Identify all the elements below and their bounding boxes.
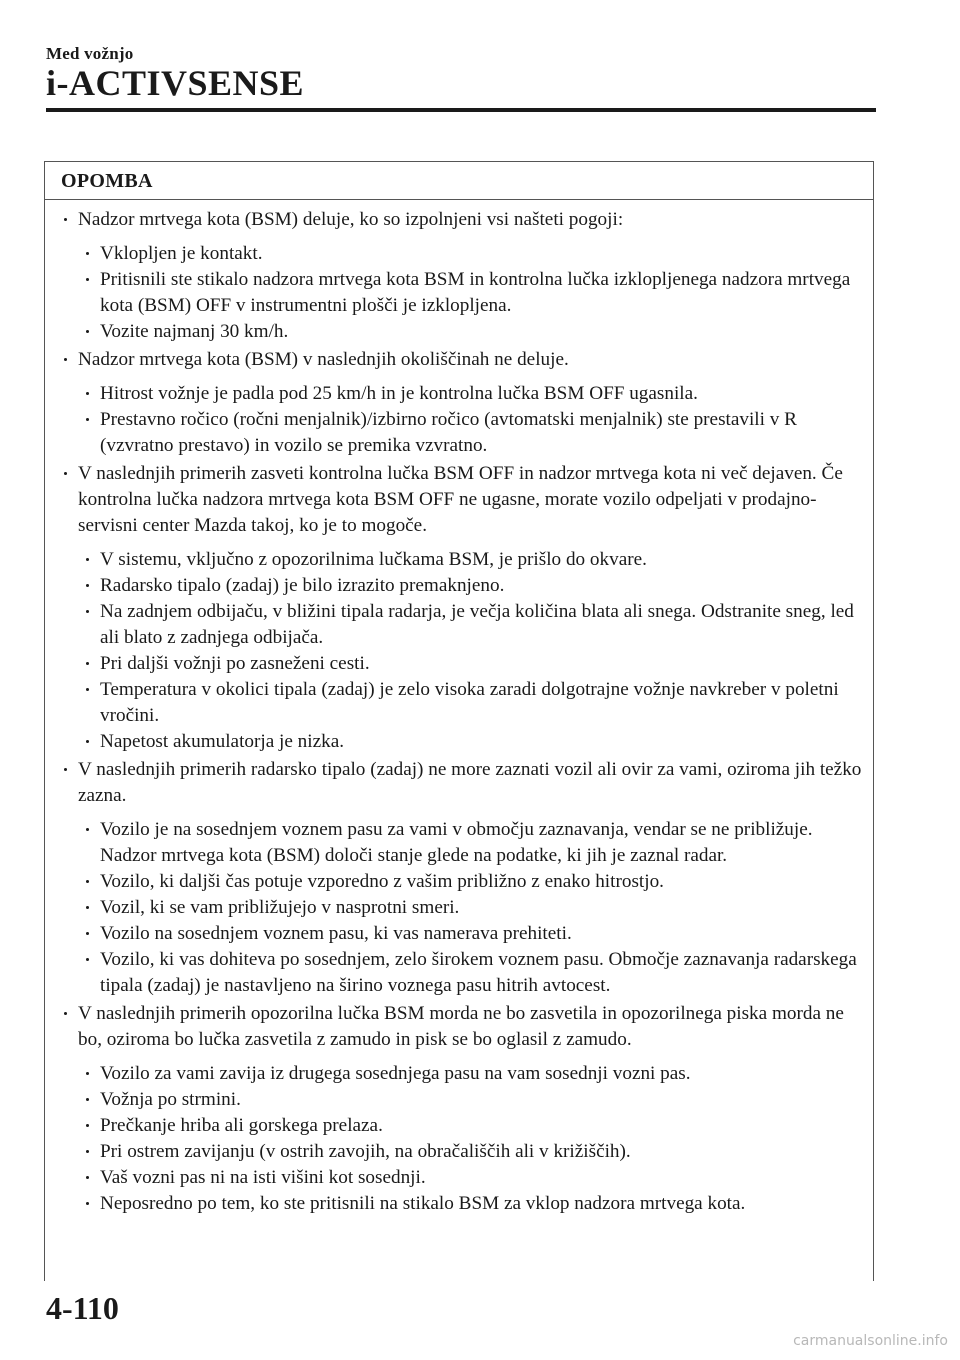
bullet-dot-icon (64, 358, 67, 361)
bullet-dot-icon (86, 662, 89, 665)
section-label: Med vožnjo (46, 44, 134, 63)
bullet-item: V naslednjih primerih opozorilna lučka BSM morda ne bo zasvetila in opozorilnega piska morda ne bo, oziroma bo lučka zasvetila z zamudo in pisk se bo oglasil z zamudo. (61, 1001, 865, 1053)
bullet-dot-icon (86, 880, 89, 883)
sub-bullet-item: Radarsko tipalo (zadaj) je bilo izrazito premaknjeno. (61, 573, 865, 599)
sub-list (61, 547, 865, 755)
sub-bullet-item: Vozil, ki se vam približujejo v nasprotni smeri. (61, 895, 865, 921)
bullet-dot-icon (86, 932, 89, 935)
sub-bullet-item: Temperatura v okolici tipala (zadaj) je zelo visoka zaradi dolgotrajne vožnje navkreber v poletni vročini. (61, 677, 865, 729)
note-box (44, 161, 874, 1281)
note-heading: OPOMBA (45, 162, 873, 200)
bullet-dot-icon (86, 392, 89, 395)
sub-bullet-item: Hitrost vožnje je padla pod 25 km/h in je kontrolna lučka BSM OFF ugasnila. (61, 381, 865, 407)
sub-bullet-item: Neposredno po tem, ko ste pritisnili na stikalo BSM za vklop nadzora mrtvega kota. (61, 1191, 865, 1217)
bullet-dot-icon (86, 278, 89, 281)
bullet-dot-icon (86, 558, 89, 561)
bullet-dot-icon (86, 958, 89, 961)
page-number: 4-110 (46, 1290, 119, 1326)
sub-list (61, 241, 865, 345)
sub-bullet-item: Vozilo na sosednjem voznem pasu, ki vas namerava prehiteti. (61, 921, 865, 947)
bullet-dot-icon (86, 1176, 89, 1179)
sub-bullet-item: Vklopljen je kontakt. (61, 241, 865, 267)
sub-bullet-item: Prestavno ročico (ročni menjalnik)/izbirno ročico (avtomatski menjalnik) ste prestavili v R (vzvratno prestavo) in vozilo se premika vzvratno. (61, 407, 865, 459)
sub-bullet-item: Pri daljši vožnji po zasneženi cesti. (61, 651, 865, 677)
sub-bullet-item: Vozilo je na sosednjem voznem pasu za vami v območju zaznavanja, vendar se ne približuje. Nadzor mrtvega kota (BSM) določi stanje glede na podatke, ki jih je zaznal radar. (61, 817, 865, 869)
sub-bullet-item: Pritisnili ste stikalo nadzora mrtvega kota BSM in kontrolna lučka izklopljenega nadzora mrtvega kota (BSM) OFF v instrumentni plošči je izklopljena. (61, 267, 865, 319)
bullet-dot-icon (86, 1150, 89, 1153)
bullet-dot-icon (86, 688, 89, 691)
sub-bullet-item: Na zadnjem odbijaču, v bližini tipala radarja, je večja količina blata ali snega. Odstranite sneg, led ali blato z zadnjega odbijača. (61, 599, 865, 651)
sub-bullet-item: Pri ostrem zavijanju (v ostrih zavojih, na obračališčih ali v križiščih). (61, 1139, 865, 1165)
sub-list (61, 381, 865, 459)
bullet-dot-icon (86, 252, 89, 255)
bullet-dot-icon (86, 584, 89, 587)
bullet-dot-icon (86, 1098, 89, 1101)
bullet-dot-icon (86, 1202, 89, 1205)
bullet-item: V naslednjih primerih zasveti kontrolna lučka BSM OFF in nadzor mrtvega kota ni več dejaven. Če kontrolna lučka nadzora mrtvega kota BSM OFF ne ugasne, morate vozilo odpeljati v prodajno-servisni center Mazda takoj, ko je to mogoče. (61, 461, 865, 539)
sub-bullet-item: Vozilo za vami zavija iz drugega sosednjega pasu na vam sosednji vozni pas. (61, 1061, 865, 1087)
header-rule (46, 108, 876, 112)
bullet-dot-icon (86, 906, 89, 909)
sub-bullet-item: Prečkanje hriba ali gorskega prelaza. (61, 1113, 865, 1139)
bullet-dot-icon (64, 768, 67, 771)
sub-bullet-item: Vozilo, ki vas dohiteva po sosednjem, zelo širokem voznem pasu. Območje zaznavanja radarskega tipala (zadaj) je nastavljeno na širino voznega pasu hitrih avtocest. (61, 947, 865, 999)
bullet-dot-icon (64, 1012, 67, 1015)
bullet-dot-icon (86, 330, 89, 333)
bullet-dot-icon (64, 218, 67, 221)
bullet-dot-icon (86, 418, 89, 421)
chapter-title: i-ACTIVSENSE (46, 63, 305, 103)
bullet-item: Nadzor mrtvega kota (BSM) deluje, ko so izpolnjeni vsi našteti pogoji: (61, 207, 865, 233)
sub-list (61, 1061, 865, 1217)
watermark: carmanualsonline.info (793, 1333, 948, 1349)
bullet-dot-icon (86, 740, 89, 743)
sub-list (61, 817, 865, 999)
bullet-item: Nadzor mrtvega kota (BSM) v naslednjih okoliščinah ne deluje. (61, 347, 865, 373)
sub-bullet-item: Vaš vozni pas ni na isti višini kot sosednji. (61, 1165, 865, 1191)
bullet-dot-icon (86, 610, 89, 613)
bullet-item: V naslednjih primerih radarsko tipalo (zadaj) ne more zaznati vozil ali ovir za vami, oziroma jih težko zazna. (61, 757, 865, 809)
note-body (45, 200, 873, 1217)
sub-bullet-item: Vozite najmanj 30 km/h. (61, 319, 865, 345)
bullet-dot-icon (86, 1124, 89, 1127)
sub-bullet-item: Vozilo, ki daljši čas potuje vzporedno z vašim približno z enako hitrostjo. (61, 869, 865, 895)
sub-bullet-item: Vožnja po strmini. (61, 1087, 865, 1113)
bullet-dot-icon (86, 828, 89, 831)
bullet-dot-icon (86, 1072, 89, 1075)
bullet-dot-icon (64, 472, 67, 475)
sub-bullet-item: Napetost akumulatorja je nizka. (61, 729, 865, 755)
sub-bullet-item: V sistemu, vključno z opozorilnima lučkama BSM, je prišlo do okvare. (61, 547, 865, 573)
